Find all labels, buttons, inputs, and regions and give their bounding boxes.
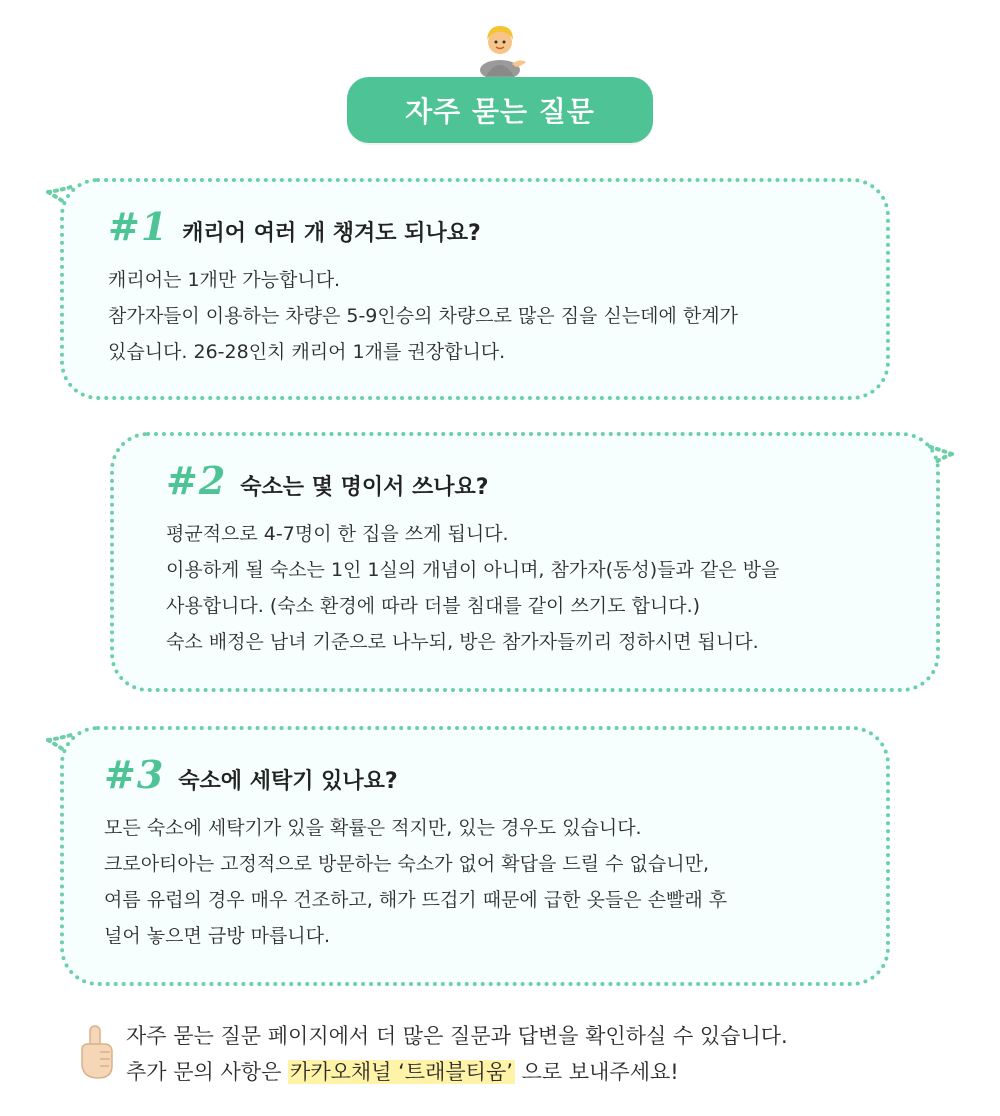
faq-question-row: [104, 752, 398, 797]
answer-line: 여름 유럽의 경우 매우 건조하고, 해가 뜨겁기 때문에 급한 옷들은 손빨래 후: [104, 889, 728, 911]
faq-answer: [108, 262, 738, 370]
faq-number: #2: [166, 458, 227, 503]
faq-number: #1: [108, 204, 169, 249]
faq-card-1: [60, 178, 890, 400]
faq-question-row: [166, 458, 489, 503]
answer-line: 사용합니다. (숙소 환경에 따라 더블 침대를 같이 쓰기도 합니다.): [166, 595, 701, 617]
note-text: [126, 1018, 788, 1090]
note-line-1: 자주 묻는 질문 페이지에서 더 많은 질문과 답변을 확인하실 수 있습니다.: [126, 1024, 788, 1048]
answer-line: 이용하게 될 숙소는 1인 1실의 개념이 아니며, 참가자(동성)들과 같은 방을: [166, 559, 780, 581]
index-pointing-up-icon: [74, 1024, 118, 1082]
answer-line: 크로아티아는 고정적으로 방문하는 숙소가 없어 확답을 드릴 수 없습니만,: [104, 853, 709, 875]
kakao-channel-highlight: 카카오채널 ‘트래블티움’: [290, 1060, 513, 1084]
note-line-2-prefix: 추가 문의 사항은: [126, 1060, 289, 1084]
page-title: 자주 묻는 질문: [347, 77, 653, 143]
faq-question: 캐리어 여러 개 챙겨도 되나요?: [182, 221, 481, 246]
note-line-2-suffix: 으로 보내주세요!: [514, 1060, 679, 1084]
answer-line: 참가자들이 이용하는 차량은 5-9인승의 차량으로 많은 짐을 싣는데에 한계가: [108, 305, 738, 327]
faq-question: 숙소는 몇 명이서 쓰나요?: [240, 475, 489, 500]
faq-number: #3: [104, 752, 165, 797]
answer-line: 평균적으로 4-7명이 한 집을 쓰게 됩니다.: [166, 523, 509, 545]
faq-card-3: [60, 726, 890, 986]
answer-line: 숙소 배정은 남녀 기준으로 나누되, 방은 참가자들끼리 정하시면 됩니다.: [166, 631, 759, 653]
answer-line: 모든 숙소에 세탁기가 있을 확률은 적지만, 있는 경우도 있습니다.: [104, 817, 642, 839]
faq-question-row: [108, 204, 481, 249]
faq-question: 숙소에 세탁기 있나요?: [178, 769, 398, 794]
faq-answer: [104, 810, 727, 954]
faq-answer: [166, 516, 779, 660]
answer-line: 있습니다. 26-28인치 캐리어 1개를 권장합니다.: [108, 341, 506, 363]
bubble-tail: [44, 180, 80, 210]
faq-card-2: [110, 432, 940, 692]
bubble-tail: [922, 440, 958, 470]
bubble-tail: [44, 728, 80, 758]
person-tipping-hand-icon: [476, 18, 530, 78]
answer-line: 널어 놓으면 금방 마릅니다.: [104, 925, 331, 947]
note-line-2: [126, 1054, 788, 1090]
answer-line: 캐리어는 1개만 가능합니다.: [108, 269, 341, 291]
